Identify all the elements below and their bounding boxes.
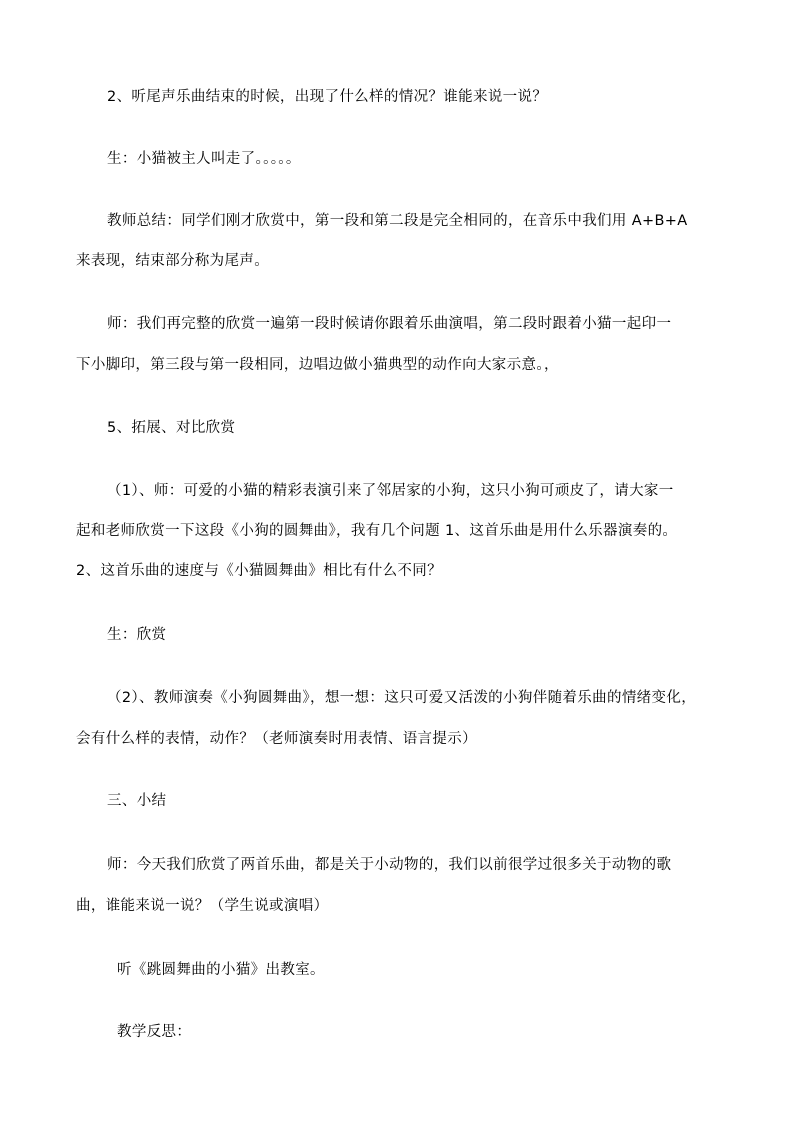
text-line: 曲，谁能来说一说？（学生说或演唱） [76,898,329,914]
text-line: 来表现，结束部分称为尾声。 [76,253,270,269]
text-line: 5、拓展、对比欣赏 [107,420,236,436]
text-line: 听《跳圆舞曲的小猫》出教室。 [117,962,325,978]
text-line: 师：今天我们欣赏了两首乐曲，都是关于小动物的，我们以前很学过很多关于动物的歌 [107,857,672,873]
text-line: 下小脚印，第三段与第一段相同，边唱边做小猫典型的动作向大家示意。， [76,357,559,373]
text-line: 会有什么样的表情，动作？（老师演奏时用表情、语言提示） [76,731,477,747]
text-line: 师：我们再完整的欣赏一遍第一段时候请你跟着乐曲演唱，第二段时跟着小猫一起印一 [107,316,672,332]
text-line: 教学反思： [117,1024,192,1040]
text-line: 教师总结：同学们刚才欣赏中，第一段和第二段是完全相同的，在音乐中我们用 A+B+A [107,213,688,229]
text-line: 三、小结 [107,793,167,809]
text-line: 起和老师欣赏一下这段《小狗的圆舞曲》，我有几个问题 1、这首乐曲是用什么乐器演奏的。 [76,523,678,539]
text-line: 生：小猫被主人叫走了。。。。。 [107,151,301,167]
text-line: 2、听尾声乐曲结束的时候，出现了什么样的情况？谁能来说一说？ [107,89,548,105]
text-line: 2、这首乐曲的速度与《小猫圆舞曲》相比有什么不同？ [76,563,442,579]
text-line: （2）、教师演奏《小狗圆舞曲》，想一想：这只可爱又活泼的小狗伴随着乐曲的情绪变化， [107,690,697,706]
text-line: 生：欣赏 [107,627,167,643]
text-line: （1）、师：可爱的小猫的精彩表演引来了邻居家的小狗，这只小狗可顽皮了，请大家一 [107,483,674,499]
